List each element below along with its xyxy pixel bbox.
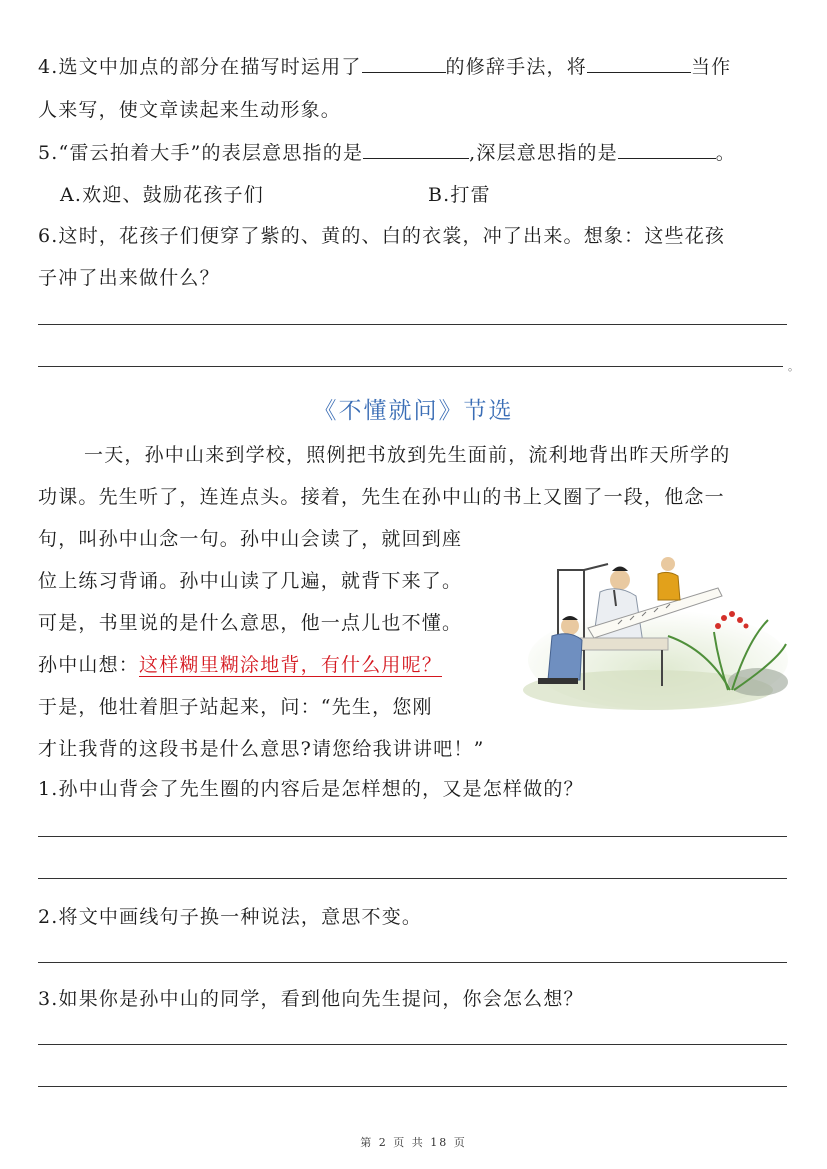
answer-line[interactable] [38,324,787,325]
question-b2: 2.将文中画线句子换一种说法，意思不变。 [38,906,423,928]
passage-line-2: 功课。先生听了，连连点头。接着，先生在孙中山的书上又圈了一段，他念一 [38,486,725,508]
question-4-text-c: 当作 [690,56,732,78]
passage-line-1: 一天，孙中山来到学校，照例把书放到先生面前，流利地背出昨天所学的 [84,444,731,466]
underlined-sentence: 这样糊里糊涂地背，有什么用呢？ [139,654,443,676]
passage-line-6-prefix: 孙中山想： [38,654,140,676]
passage-line-6 [38,650,442,677]
question-b3: 3.如果你是孙中山的同学，看到他向先生提问，你会怎么想？ [38,988,584,1010]
answer-line[interactable] [38,836,787,837]
answer-blank[interactable] [362,71,446,73]
question-5-text-b: ,深层意思指的是 [469,142,618,164]
passage-title: 《不懂就问》节选 [313,398,514,424]
answer-line[interactable] [38,878,787,879]
question-5 [38,138,736,165]
answer-line[interactable] [38,1086,787,1087]
answer-line[interactable] [38,962,787,963]
passage-line-8: 才让我背的这段书是什么意思?请您给我讲讲吧！” [38,738,485,760]
passage-line-3: 句，叫孙中山念一句。孙中山会读了，就回到座 [38,528,463,550]
question-4-text-b: 的修辞手法，将 [445,56,587,78]
passage-line-5: 可是，书里说的是什么意思，他一点儿也不懂。 [38,612,463,634]
end-mark: 。 [788,360,799,373]
teacher-student-illustration [518,540,788,715]
question-5-text-c: 。 [715,142,736,164]
page-number: 第 2 页 共 18 页 [360,1136,467,1149]
answer-line[interactable] [38,1044,787,1045]
answer-blank[interactable] [587,71,691,73]
option-b: B.打雷 [428,184,491,206]
question-b1: 1.孙中山背会了先生圈的内容后是怎样想的，又是怎样做的？ [38,778,584,800]
question-4-line2: 人来写，使文章读起来生动形象。 [38,99,342,121]
passage-line-4: 位上练习背诵。孙中山读了几遍，就背下来了。 [38,570,463,592]
passage-line-7: 于是，他壮着胆子站起来，问：“先生，您刚 [38,696,433,718]
answer-line[interactable] [38,366,783,367]
answer-blank[interactable] [363,157,469,159]
question-4-text-a: 4.选文中加点的部分在描写时运用了 [38,56,362,78]
question-6-line1: 6.这时，花孩子们便穿了紫的、黄的、白的衣裳，冲了出来。想象：这些花孩 [38,225,726,247]
question-4 [38,52,731,79]
option-a: A.欢迎、鼓励花孩子们 [60,184,264,206]
answer-blank[interactable] [618,157,716,159]
question-6-line2: 子冲了出来做什么？ [38,267,220,289]
question-5-text-a: 5.“雷云拍着大手”的表层意思指的是 [38,142,364,164]
